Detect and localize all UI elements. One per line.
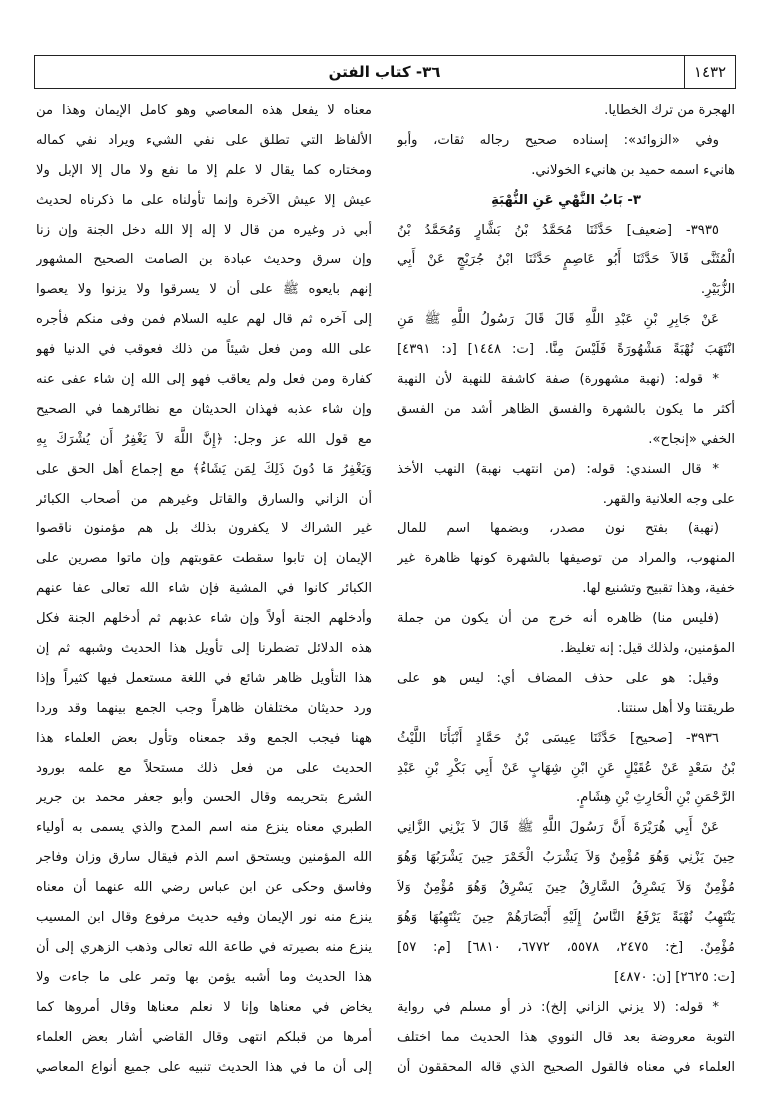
text-line: مع قول الله عز وجل: ﴿إِنَّ اللَّهَ لاَ يَغْفِرُ أَن يُشْرَكَ بِهِ	[36, 431, 372, 447]
text-line: الطبري معناه ينزع منه اسم المدح والذي يسمى به أولياء	[36, 820, 372, 836]
text-line: * قوله: (نهبة مشهورة) صفة كاشفة للنهبة لأن النهبة	[397, 372, 719, 388]
text-line: ينزع منه نور الإيمان وفيه حديث مرفوع وقال ابن المسيب	[36, 910, 372, 926]
text-line: ينزع منه بصيرته في طاعة الله تعالى وذهب الزهري إلى أن	[36, 939, 372, 955]
text-line: (نهبة) بفتح نون مصدر، وبضمها اسم للمال	[397, 521, 719, 537]
text-line: أكثر ما يكون بالشهرة والفسق الظاهر أشد من الفسق	[397, 401, 735, 417]
text-line: التوبة معروضة بعد قال النووي هذا الحديث مما اختلف	[397, 1029, 735, 1045]
text-line: يَنْتَهِبُ نُهْبَةً يَرْفَعُ النَّاسُ إِلَيْهِ أَبْصَارَهُمْ حِينَ يَنْتَهِبُهَا وَهُوَ	[397, 910, 735, 926]
text-line: الْمُثَنَّى قَالاَ حَدَّثَنَا أَبُو عَاصِمٍ حَدَّثَنَا ابْنُ جُرَيْجٍ عَنْ أَبِي	[397, 252, 735, 268]
text-line: مُؤْمِنٌ. [خ: ٢٤٧٥، ٥٥٧٨، ٦٧٧٢، ٦٨١٠] [م: ٥٧]	[397, 939, 735, 955]
text-line: أمرها من قبلكم انتهى وقال القاضي أشار بعض العلماء	[36, 1029, 372, 1045]
text-line: الزُّبَيْرِ.	[700, 282, 735, 298]
text-line: ومختاره كما يقال لا علم إلا ما نفع ولا مال إلا الإبل ولا	[36, 162, 372, 178]
text-line: الله المؤمنين ويستحق اسم الذم فيقال سارق وزان وفاجر	[36, 850, 372, 866]
text-line: ورد حديثان مختلفان ظاهراً وجب الجمع بينهما وقد وردا	[36, 700, 372, 716]
text-line: الشرع بتحريمه وقال الحسن وأبو جعفر محمد بن جرير	[36, 790, 372, 806]
text-line: الحديث على من فعل ذلك مستحلاً مع علمه بورود	[36, 760, 372, 776]
text-line: الخفي «إنجاح».	[648, 431, 735, 447]
text-line: انْتَهَبَ نُهْبَةً مَشْهُورَةً فَلَيْسَ مِنَّا. [ت: ١٤٤٨] [د: ٤٣٩١]	[397, 342, 735, 358]
text-line: إلى آخره ثم قال لهم عليه السلام فمن وفى منكم فأجره	[36, 312, 372, 328]
text-line: أن الزاني والسارق والقاتل وغيرهم من أصحاب الكبائر	[36, 491, 372, 507]
chapter-title: ٣٦- كتاب الفتن	[328, 63, 441, 81]
text-line: وأدخلهم الجنة أولاً وإن شاء عذبهم ثم أدخلهم الجنة فكل	[36, 611, 372, 627]
text-line: العلماء في معناه فالقول الصحيح الذي قاله المحققون أن	[397, 1059, 735, 1075]
text-line: ٣٩٣٦- [صحيح] حَدَّثَنَا عِيسَى بْنُ حَمَّادٍ أَنْبَأَنَا اللَّيْثُ	[397, 730, 719, 746]
text-line: [ت: ٢٦٢٥] [ن: ٤٨٧٠]	[614, 969, 735, 985]
text-line: كفارة ومن فعل ولم يعاقب فهو إلى الله إن شاء عفى عنه	[36, 372, 372, 388]
text-line: هذا الحديث وما أشبه يؤمن بها وتمر على ما جاءت ولا	[36, 969, 372, 985]
text-line: المنهوب، والمراد من توصيفها بالشهرة كونها ظاهرة غير	[397, 551, 735, 567]
text-line: بْنُ سَعْدٍ عَنْ عُقَيْلٍ عَنِ ابْنِ شِهَابٍ عَنْ أَبِي بَكْرِ بْنِ عَبْدِ	[397, 760, 735, 776]
running-header	[34, 55, 736, 89]
text-line: * قال السندي: قوله: (من انتهب نهبة) النهب الأخذ	[397, 461, 719, 477]
text-line: هانيء اسمه حميد بن هانيء الخولاني.	[531, 162, 735, 178]
text-line: الكبائر كانوا في المشية فإن شاء الله تعالى عفا عنهم	[36, 581, 372, 597]
text-line: طريقتنا ولا أهل سنتنا.	[616, 700, 735, 716]
text-line: المؤمنين، ولذلك قيل: إنه تغليظ.	[560, 641, 735, 657]
text-line: إنهم بايعوه ﷺ على أن لا يسرقوا ولا يزنوا ولا يعصوا	[36, 282, 372, 298]
text-line: حِينَ يَزْنِي وَهُوَ مُؤْمِنٌ وَلاَ يَشْرَبُ الْخَمْرَ حِينَ يَشْرَبُهَا وَهُوَ	[397, 850, 735, 866]
text-line: إلى أن ما في هذا الحديث تنبيه على جميع أنواع المعاصي	[36, 1059, 372, 1075]
text-line: وفاسق وحكى عن ابن عباس رضي الله عنهما أن معناه	[36, 880, 372, 896]
text-line: يخاض في معناها وإنا لا نعلم معناها وقال أمروها كما	[36, 999, 372, 1015]
text-line: خفية، وهذا تقبيح وتشنيع لها.	[582, 581, 735, 597]
page-number: ١٤٣٢	[684, 56, 735, 88]
text-line: الرَّحْمَنِ بْنِ الْحَارِثِ بْنِ هِشَامٍ.	[575, 790, 735, 806]
text-line: الإيمان إن تابوا سقطت عقوبتهم وإن ماتوا مصرين على	[36, 551, 372, 567]
text-line: الهجرة من ترك الخطايا.	[604, 103, 735, 118]
text-line: وفي «الزوائد»: إسناده صحيح رجاله ثقات، وأبو	[397, 132, 719, 148]
text-line: عَنْ أَبِي هُرَيْرَةَ أَنَّ رَسُولَ اللَّهِ ﷺ قَالَ لاَ يَزْنِي الزَّانِي	[397, 820, 719, 836]
text-line: وإن شاء عذبه فهذان الحديثان مع نظائرهما في الصحيح	[36, 401, 372, 417]
text-line: غير الشراك لا يكفرون بذلك بل هم مؤمنون ناقصوا	[36, 521, 372, 537]
text-line: أبي ذر وغيره من قال لا إله إلا الله دخل الجنة وإن زنا	[36, 222, 372, 238]
text-line: على الله ومن فعل شيئاً من ذلك فعوقب في الدنيا فهو	[36, 342, 372, 358]
text-line: وإن سرق وحديث عبادة بن الصامت الصحيح المشهور	[36, 252, 372, 268]
text-line: وَيَغْفِرُ مَا دُونَ ذَلِكَ لِمَن يَشَاءُ﴾ مع إجماع أهل الحق على	[36, 461, 372, 477]
text-line: عَنْ جَابِرِ بْنِ عَبْدِ اللَّهِ قَالَ قَالَ رَسُولُ اللَّهِ ﷺ مَنِ	[397, 312, 719, 328]
text-line: الألفاظ التي تطلق على نفي الشيء ويراد نفي كماله	[36, 132, 372, 148]
text-line: (فليس منا) ظاهره أنه خرج من أن يكون من جملة	[397, 611, 719, 627]
right-column	[397, 96, 735, 1082]
left-column	[36, 96, 372, 1082]
text-line: وقيل: هو على حذف المضاف أي: ليس هو على	[397, 670, 719, 686]
text-line: هذه الدلائل تضطرنا إلى تأويل هذا الحديث وشبهه ثم إن	[36, 641, 372, 657]
text-line: عيش إلا عيش الآخرة وإنما تأولناه على ما ذكرناه لحديث	[36, 192, 372, 208]
text-line: مُؤْمِنٌ وَلاَ يَسْرِقُ السَّارِقُ حِينَ يَسْرِقُ وَهُوَ مُؤْمِنٌ وَلاَ	[397, 880, 735, 896]
text-line: ٣٩٣٥- [ضعيف] حَدَّثَنَا مُحَمَّدُ بْنُ بَشَّارٍ وَمُحَمَّدُ بْنُ	[397, 222, 719, 238]
text-line: على وجه العلانية والقهر.	[602, 491, 735, 507]
section-heading: ٣- بَابُ النَّهْيِ عَنِ النُّهْبَةِ	[491, 192, 641, 208]
text-line: * قوله: (لا يزني الزاني إلخ): ذر أو مسلم في رواية	[397, 999, 719, 1015]
text-line: معناه لا يفعل هذه المعاصي وهو كامل الإيمان وهذا من	[36, 103, 372, 118]
text-line: ههنا فيجب الجمع وقد جمعناه وتأول بعض العلماء هذا	[36, 730, 372, 746]
text-line: هذا التأويل ظاهر شائع في اللغة مستعمل فيها كثيراً وإذا	[36, 670, 372, 686]
